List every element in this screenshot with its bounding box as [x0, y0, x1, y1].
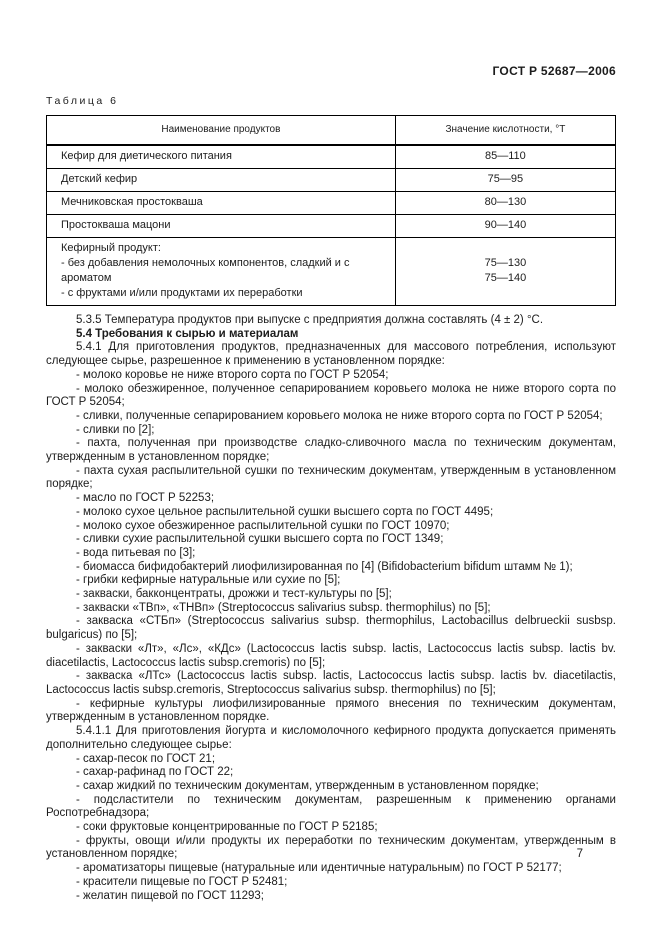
- list-item: - молоко сухое цельное распылительной сушки высшего сорта по ГОСТ 4495;: [76, 505, 494, 518]
- acidity-value-cell: [395, 192, 615, 215]
- list-item: - вода питьевая по [3];: [76, 546, 196, 559]
- list-item: - ароматизаторы пищевые (натуральные или идентичные натуральным) по ГОСТ Р 52177;: [76, 862, 562, 875]
- product-name-cell: [47, 192, 396, 215]
- cell-line: 80—130: [484, 196, 527, 208]
- cell-line: 90—140: [484, 219, 527, 231]
- list-item: - кефирные культуры лиофилизированные прямого внесения по техническим документам, утвержденным в установленном порядке.: [46, 697, 616, 724]
- acidity-value-cell: [395, 238, 615, 306]
- table-row: [47, 169, 616, 192]
- table-header-row: [47, 116, 616, 146]
- list-item: - подсластители по техническим документам, разрешенным к применению органами Роспотребнадзора;: [46, 793, 616, 820]
- acidity-value-cell: [395, 215, 615, 238]
- product-name-cell: [47, 238, 396, 306]
- cell-line: 75—140: [484, 272, 527, 284]
- product-name-cell: [47, 215, 396, 238]
- cell-line: Кефир для диетического питания: [61, 150, 232, 162]
- list-item: - молоко сухое обезжиренное распылительной сушки по ГОСТ 10970;: [76, 519, 450, 532]
- cell-line: 85—110: [485, 150, 526, 162]
- cell-line: Детский кефир: [61, 173, 138, 185]
- acidity-value-cell: [395, 169, 615, 192]
- acidity-table-header: [47, 116, 616, 146]
- clause-paragraph: 5.4.1 Для приготовления продуктов, предназначенных для массового потребления, используют следующее сырье, разрешенное к применению в установленном порядке:: [46, 341, 616, 368]
- page-number: 7: [576, 848, 583, 860]
- list-item: - молоко обезжиренное, полученное сепарированием коровьего молока не ниже второго сорта по ГОСТ Р 52054;: [46, 382, 616, 409]
- list-item: - сливки по [2];: [76, 423, 155, 436]
- list-item: - сахар жидкий по техническим документам, утвержденным в установленном порядке;: [76, 779, 539, 792]
- table-row: [47, 192, 616, 215]
- cell-line: 75—130: [484, 257, 527, 269]
- list-item: - закваски «Лт», «Лс», «КДс» (Lactococcus lactis subsp. lactis, Lactococcus lactis subsp. lactis bv. diacetilactis, Lactococcus lactis subsp.cremoris) по [5];: [46, 642, 616, 669]
- table-label: Таблица 6: [46, 95, 119, 107]
- list-item: - закваски «ТВп», «ТНВп» (Streptococcus salivarius subsp. thermophilus) по [5];: [76, 601, 491, 614]
- list-item: - красители пищевые по ГОСТ Р 52481;: [76, 875, 288, 888]
- list-item: - фрукты, овощи и/или продукты их переработки по техническим документам, утвержденным в установленном порядке;: [46, 834, 616, 861]
- table-row: [47, 238, 616, 306]
- list-item: - сливки сухие распылительной сушки высшего сорта по ГОСТ 1349;: [76, 533, 444, 546]
- list-item: - масло по ГОСТ Р 52253;: [76, 492, 215, 505]
- cell-line: Простокваша мацони: [61, 219, 171, 231]
- list-item: - грибки кефирные натуральные или сухие по [5];: [76, 574, 341, 587]
- list-item: - пахта, полученная при производстве сладко-сливочного масла по техническим документам, утвержденным в установленном порядке;: [46, 437, 616, 464]
- product-name-cell: [47, 169, 396, 192]
- cell-line: 75—95: [487, 173, 524, 185]
- acidity-table: [46, 115, 616, 306]
- clause-paragraph: 5.3.5 Температура продуктов при выпуске с предприятия должна составлять (4 ± 2) °С.: [76, 314, 544, 326]
- list-item: - пахта сухая распылительной сушки по техническим документам, утвержденным в установленном порядке;: [46, 464, 616, 491]
- cell-line: - без добавления немолочных компонентов, сладкий и с ароматом: [61, 257, 350, 284]
- acidity-value-cell: [395, 145, 615, 169]
- list-item: - закваска «СТБп» (Streptococcus salivarius subsp. thermophilus, Lactobacillus delbrueckii susbsp. bulgaricus) по [5];: [46, 615, 616, 642]
- column-header-product: Наименование продуктов: [47, 116, 396, 146]
- section-heading: 5.4 Требования к сырью и материалам: [76, 327, 299, 340]
- cell-line: - с фруктами и/или продуктами их переработки: [61, 287, 303, 299]
- list-item: - соки фруктовые концентрированные по ГОСТ Р 52185;: [76, 821, 378, 834]
- cell-line: Мечниковская простокваша: [61, 196, 203, 208]
- list-item: - сахар-рафинад по ГОСТ 22;: [76, 766, 234, 779]
- list-item: - биомасса бифидобактерий лиофилизированная по [4] (Bifidobacterium bifidum штамм № 1);: [76, 560, 573, 573]
- list-item: - закваска «ЛТс» (Lactococcus lactis subsp. lactis, Lactococcus lactis subsp. lactis bv. diacetilactis, Lactococcus lactis subsp.cremoris, Streptococcus salivarius subsp. thermophilus) по [5];: [46, 670, 616, 696]
- table-row: [47, 145, 616, 169]
- list-item: - закваски, бакконцентраты, дрожжи и тест-культуры по [5];: [76, 588, 392, 601]
- product-name-cell: [47, 145, 396, 169]
- page-content: [46, 64, 616, 903]
- body-text: [46, 314, 616, 903]
- list-item: - молоко коровье не ниже второго сорта по ГОСТ Р 52054;: [76, 368, 389, 381]
- clause-paragraph: 5.4.1.1 Для приготовления йогурта и кисломолочного кефирного продукта допускается применять дополнительно следующее сырье:: [46, 725, 616, 751]
- list-item: - сахар-песок по ГОСТ 21;: [76, 752, 216, 765]
- acidity-table-body: [47, 145, 616, 306]
- column-header-acidity: Значение кислотности, °Т: [395, 116, 615, 146]
- cell-line: [402, 241, 609, 256]
- list-item: - желатин пищевой по ГОСТ 11293;: [76, 889, 265, 902]
- cell-line: Кефирный продукт:: [61, 242, 161, 254]
- doc-number: ГОСТ Р 52687—2006: [492, 64, 616, 78]
- list-item: - сливки, полученные сепарированием коровьего молока не ниже второго сорта по ГОСТ Р 52054;: [76, 409, 603, 422]
- table-row: [47, 215, 616, 238]
